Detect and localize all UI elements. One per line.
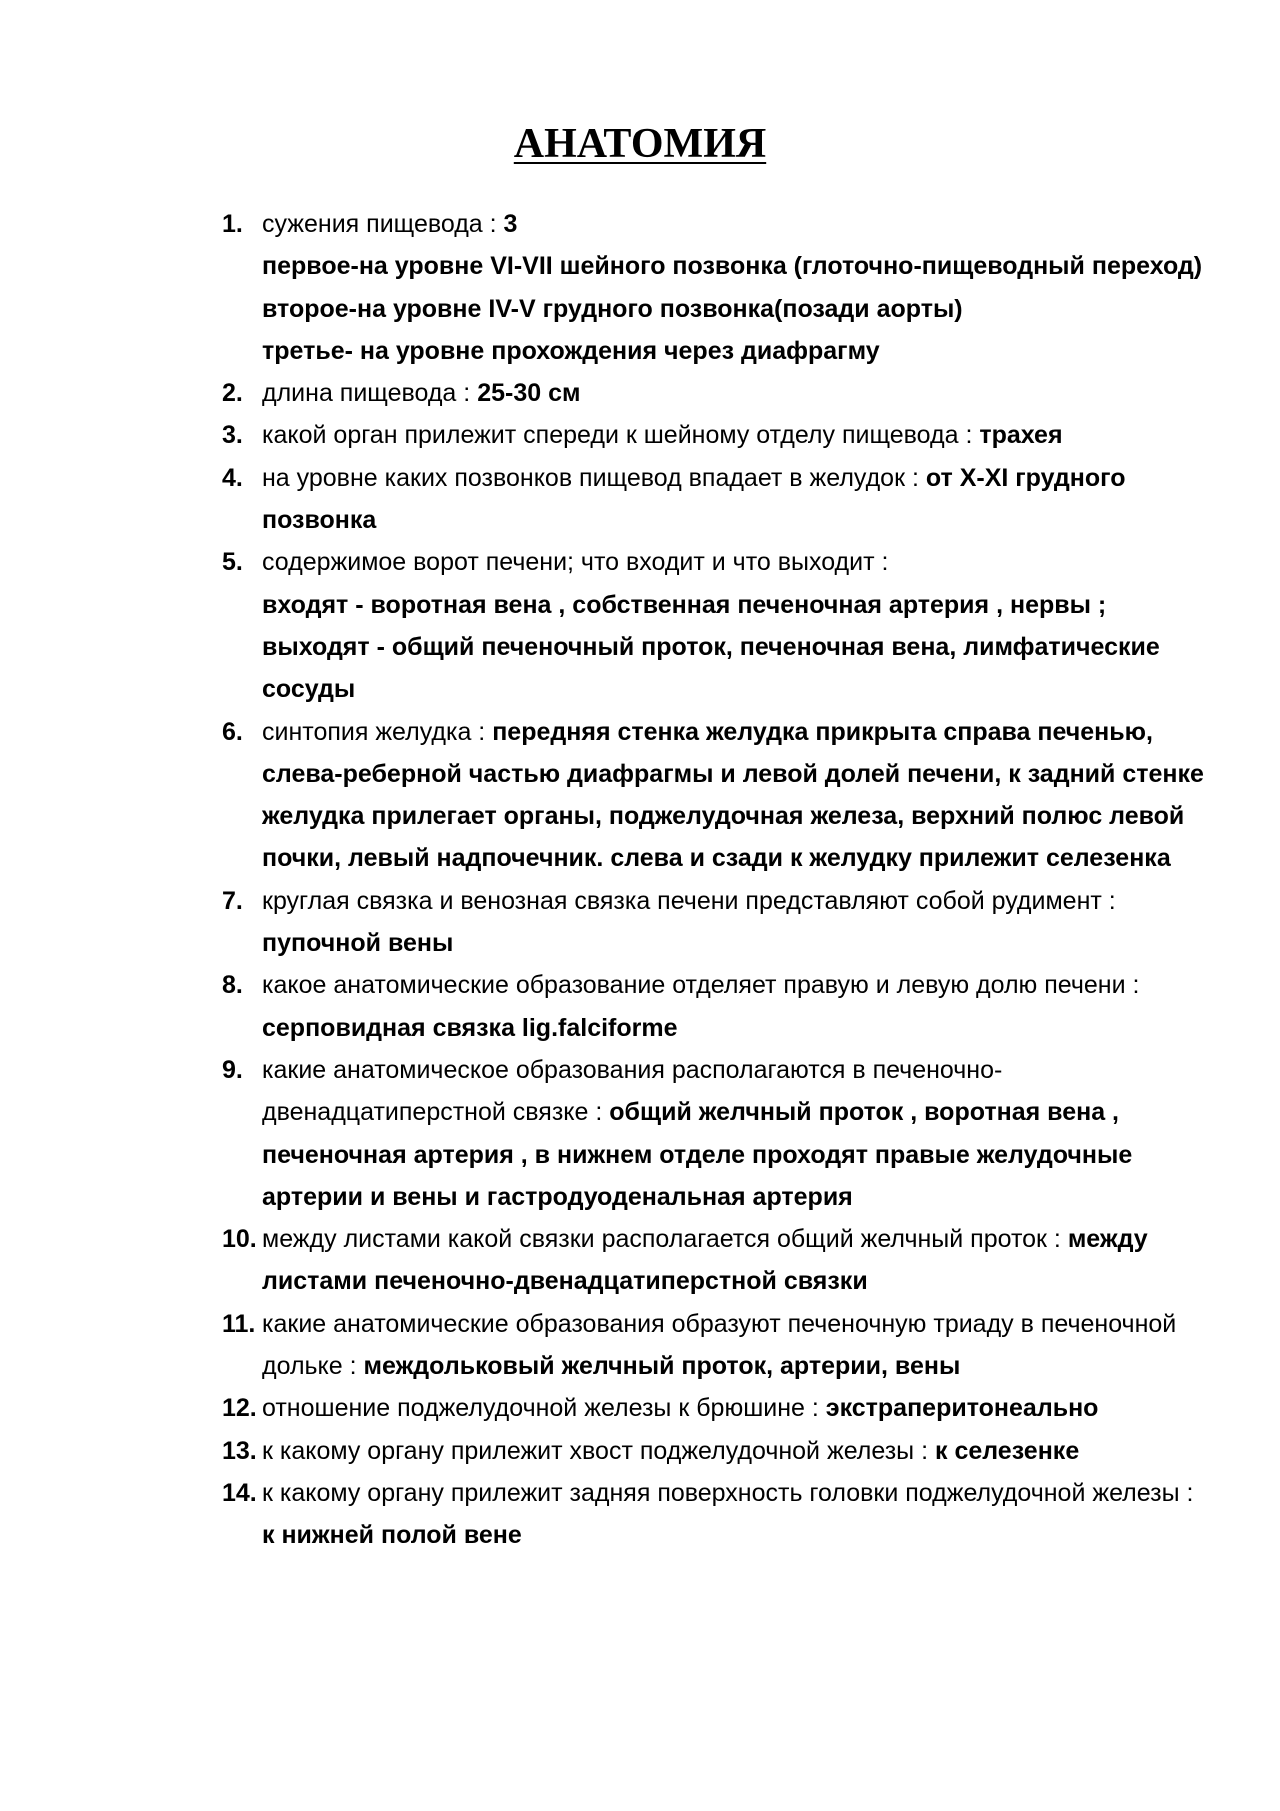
list-item [222, 711, 1212, 880]
item-question: длина пищевода : [262, 379, 478, 408]
item-question: какой орган прилежит спереди к шейному отделу пищевода : [262, 421, 980, 450]
item-question: содержимое ворот печени; что входит и что выходит : [262, 548, 889, 577]
list-item [222, 1218, 1212, 1303]
item-number: 10. [222, 1225, 257, 1254]
item-question: какое анатомические образование отделяет правую и левую долю печени : [262, 971, 1140, 1000]
list-item [222, 880, 1212, 965]
item-answer: общий желчный проток , воротная вена , печеночная артерия , в нижнем отделе проходят правые желудочные артерии и вены и гастродуоденальная артерия [262, 1098, 1133, 1211]
item-number: 11. [222, 1309, 256, 1338]
item-answer: экстраперитонеально [825, 1394, 1099, 1423]
item-number: 13. [222, 1436, 257, 1465]
item-question: какие анатомическое образования располагаются в печеночно-двенадцатиперстной связке : [262, 1055, 1003, 1127]
item-subline: входят - воротная вена , собственная печеночная артерия , нервы ; [262, 590, 1107, 619]
item-number: 4. [222, 463, 243, 492]
item-number: 7. [222, 886, 243, 915]
list-item [222, 1430, 1212, 1472]
list-item [222, 203, 1212, 372]
item-answer: серповидная связка lig.falciforme [262, 1013, 678, 1042]
item-answer: передняя стенка желудка прикрыта справа печенью, слева-реберной частью диафрагмы и левой долей печени, к задний стенке желудка прилегает органы, поджелудочная железа, верхний полюс левой почки, левый надпочечник. слева и сзади к желудку прилежит селезенка [262, 717, 1204, 873]
document-title: АНАТОМИЯ [513, 121, 767, 167]
item-answer: между листами печеночно-двенадцатиперстной связки [262, 1225, 1148, 1296]
list-item [222, 964, 1212, 1049]
item-subline: третье- на уровне прохождения через диафрагму [262, 336, 880, 365]
item-answer: 3 [503, 210, 518, 238]
list-item [222, 414, 1212, 456]
item-answer: трахея [979, 421, 1063, 450]
item-number: 6. [222, 717, 243, 746]
item-answer: 25-30 см [477, 379, 581, 408]
list-item [222, 541, 1212, 710]
list-item [222, 1049, 1212, 1218]
item-subline: первое-на уровне VI-VII шейного позвонка (глоточно-пищеводный переход) [262, 252, 1203, 281]
item-number: 8. [222, 971, 243, 1000]
item-subline: выходят - общий печеночный проток, печеночная вена, лимфатические сосуды [262, 632, 1160, 704]
item-question: на уровне каких позвонков пищевод впадает в желудок : [262, 463, 926, 492]
item-subline: второе-на уровне IV-V грудного позвонка(позади аорты) [262, 294, 963, 323]
item-question: какие анатомические образования образуют печеночную триаду в печеночной дольке : [262, 1309, 1177, 1381]
list-item [222, 1472, 1212, 1557]
item-number: 9. [222, 1055, 243, 1084]
item-question: отношение поджелудочной железы к брюшине : [262, 1394, 826, 1423]
list-item [222, 1303, 1212, 1388]
item-number: 1. [222, 210, 243, 238]
item-question: синтопия желудка : [262, 717, 493, 746]
item-number: 5. [222, 548, 243, 577]
item-number: 3. [222, 421, 243, 450]
item-answer: пупочной вены [262, 929, 454, 958]
item-number: 2. [222, 379, 243, 408]
list-item [222, 457, 1212, 542]
item-question: круглая связка и венозная связка печени представляют собой рудимент : [262, 886, 1116, 915]
item-answer: к нижней полой вене [262, 1521, 522, 1550]
item-number: 12. [222, 1394, 257, 1423]
item-answer: от X-XI грудного позвонка [262, 463, 1126, 535]
item-number: 14. [222, 1478, 257, 1507]
list-item [222, 1387, 1212, 1429]
item-question: к какому органу прилежит задняя поверхность головки поджелудочной железы : [262, 1478, 1194, 1507]
item-answer: к селезенке [934, 1436, 1080, 1465]
item-question: к какому органу прилежит хвост поджелудочной железы : [262, 1436, 935, 1465]
item-question: между листами какой связки располагается общий желчный проток : [262, 1225, 1068, 1254]
list-item [222, 372, 1212, 414]
item-question: сужения пищевода : [262, 210, 504, 238]
question-list [222, 203, 1212, 1557]
item-answer: междольковый желчный проток, артерии, вены [363, 1352, 961, 1381]
